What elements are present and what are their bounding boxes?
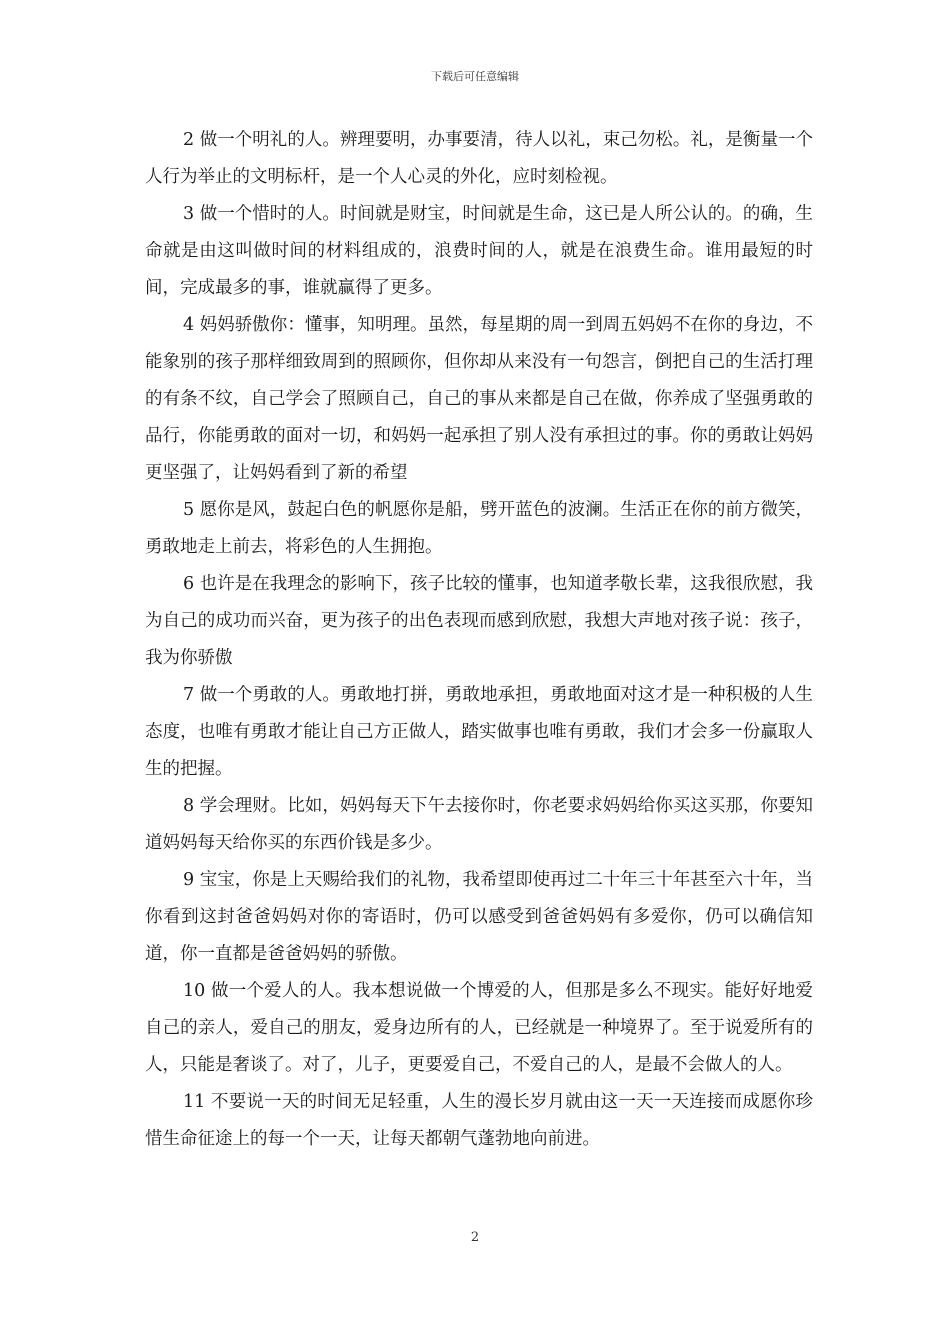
paragraph-4: 4 妈妈骄傲你：懂事，知明理。虽然，每星期的周一到周五妈妈不在你的身边，不能象别的孩子那样细致周到的照顾你，但你却从来没有一句怨言，倒把自己的生活打理的有条不纹，自己学会了照顾自己，自己的事从来都是自己在做，你养成了坚强勇敢的品行，你能勇敢的面对一切，和妈妈一起承担了别人没有承担过的事。你的勇敢让妈妈更坚强了，让妈妈看到了新的希望 <box>145 315 813 483</box>
paragraph-8: 8 学会理财。比如，妈妈每天下午去接你时，你老要求妈妈给你买这买那，你要知道妈妈每天给你买的东西价钱是多少。 <box>145 796 813 853</box>
paragraph-11: 11 不要说一天的时间无足轻重，人生的漫长岁月就由这一天一天连接而成愿你珍惜生命征途上的每一个一天，让每天都朝气蓬勃地向前进。 <box>145 1092 813 1149</box>
document-body <box>145 122 813 1158</box>
page-number: 2 <box>470 1230 480 1245</box>
paragraph-6: 6 也许是在我理念的影响下，孩子比较的懂事，也知道孝敬长辈，这我很欣慰，我为自己的成功而兴奋，更为孩子的出色表现而感到欣慰，我想大声地对孩子说：孩子，我为你骄傲 <box>145 574 813 668</box>
paragraph-7: 7 做一个勇敢的人。勇敢地打拼，勇敢地承担，勇敢地面对这才是一种积极的人生态度，也唯有勇敢才能让自己方正做人，踏实做事也唯有勇敢，我们才会多一份赢取人生的把握。 <box>145 685 813 779</box>
paragraph-9: 9 宝宝，你是上天赐给我们的礼物，我希望即使再过二十年三十年甚至六十年，当你看到这封爸爸妈妈对你的寄语时，仍可以感受到爸爸妈妈有多爱你，仍可以确信知道，你一直都是爸爸妈妈的骄傲。 <box>145 870 813 964</box>
paragraph-3: 3 做一个惜时的人。时间就是财宝，时间就是生命，这已是人所公认的。的确，生命就是由这叫做时间的材料组成的，浪费时间的人，就是在浪费生命。谁用最短的时间，完成最多的事，谁就赢得了更多。 <box>145 204 813 298</box>
page-header: 下载后可任意编辑 <box>431 70 519 83</box>
paragraph-10: 10 做一个爱人的人。我本想说做一个博爱的人，但那是多么不现实。能好好地爱自己的亲人，爱自己的朋友，爱身边所有的人，已经就是一种境界了。至于说爱所有的人，只能是奢谈了。对了，儿子，更要爱自己，不爱自己的人，是最不会做人的人。 <box>145 981 813 1075</box>
paragraph-2: 2 做一个明礼的人。辨理要明，办事要清，待人以礼，束己勿松。礼，是衡量一个人行为举止的文明标杆，是一个人心灵的外化，应时刻检视。 <box>145 130 813 187</box>
paragraph-5: 5 愿你是风，鼓起白色的帆愿你是船，劈开蓝色的波澜。生活正在你的前方微笑，勇敢地走上前去，将彩色的人生拥抱。 <box>145 500 813 557</box>
